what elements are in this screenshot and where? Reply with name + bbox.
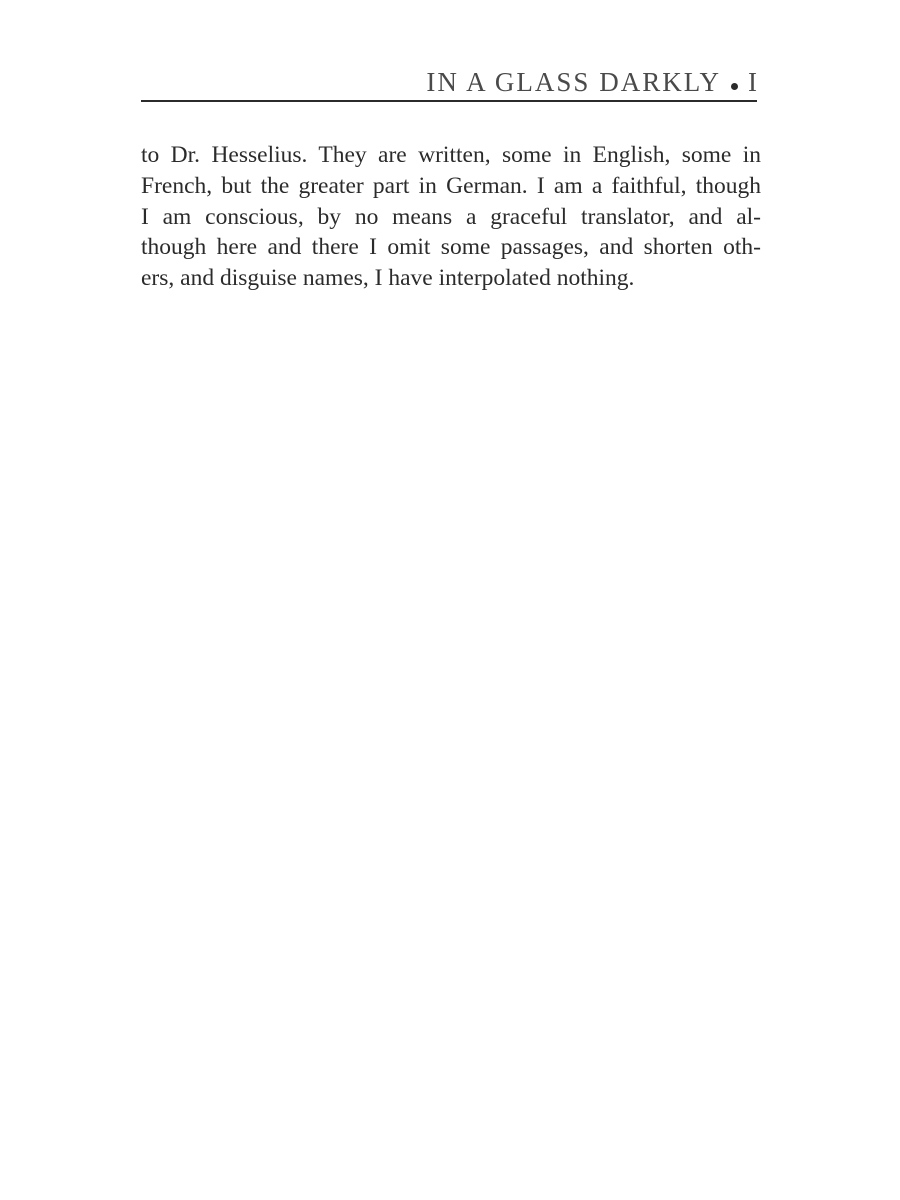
running-head-title: IN A GLASS DARKLY	[426, 67, 721, 97]
text-line: though here and there I omit some passages, and shorten oth-	[141, 234, 761, 261]
body-paragraph	[141, 140, 761, 294]
running-head	[141, 62, 757, 102]
text-line: ers, and disguise names, I have interpolated nothing.	[141, 265, 635, 292]
running-head-numeral: I	[748, 67, 757, 97]
text-line: French, but the greater part in German. I am a faithful, though	[141, 172, 761, 199]
text-line: to Dr. Hesselius. They are written, some in English, some in	[141, 142, 761, 168]
bullet-separator-icon	[731, 83, 738, 90]
text-line: I am conscious, by no means a graceful translator, and al-	[141, 203, 761, 230]
